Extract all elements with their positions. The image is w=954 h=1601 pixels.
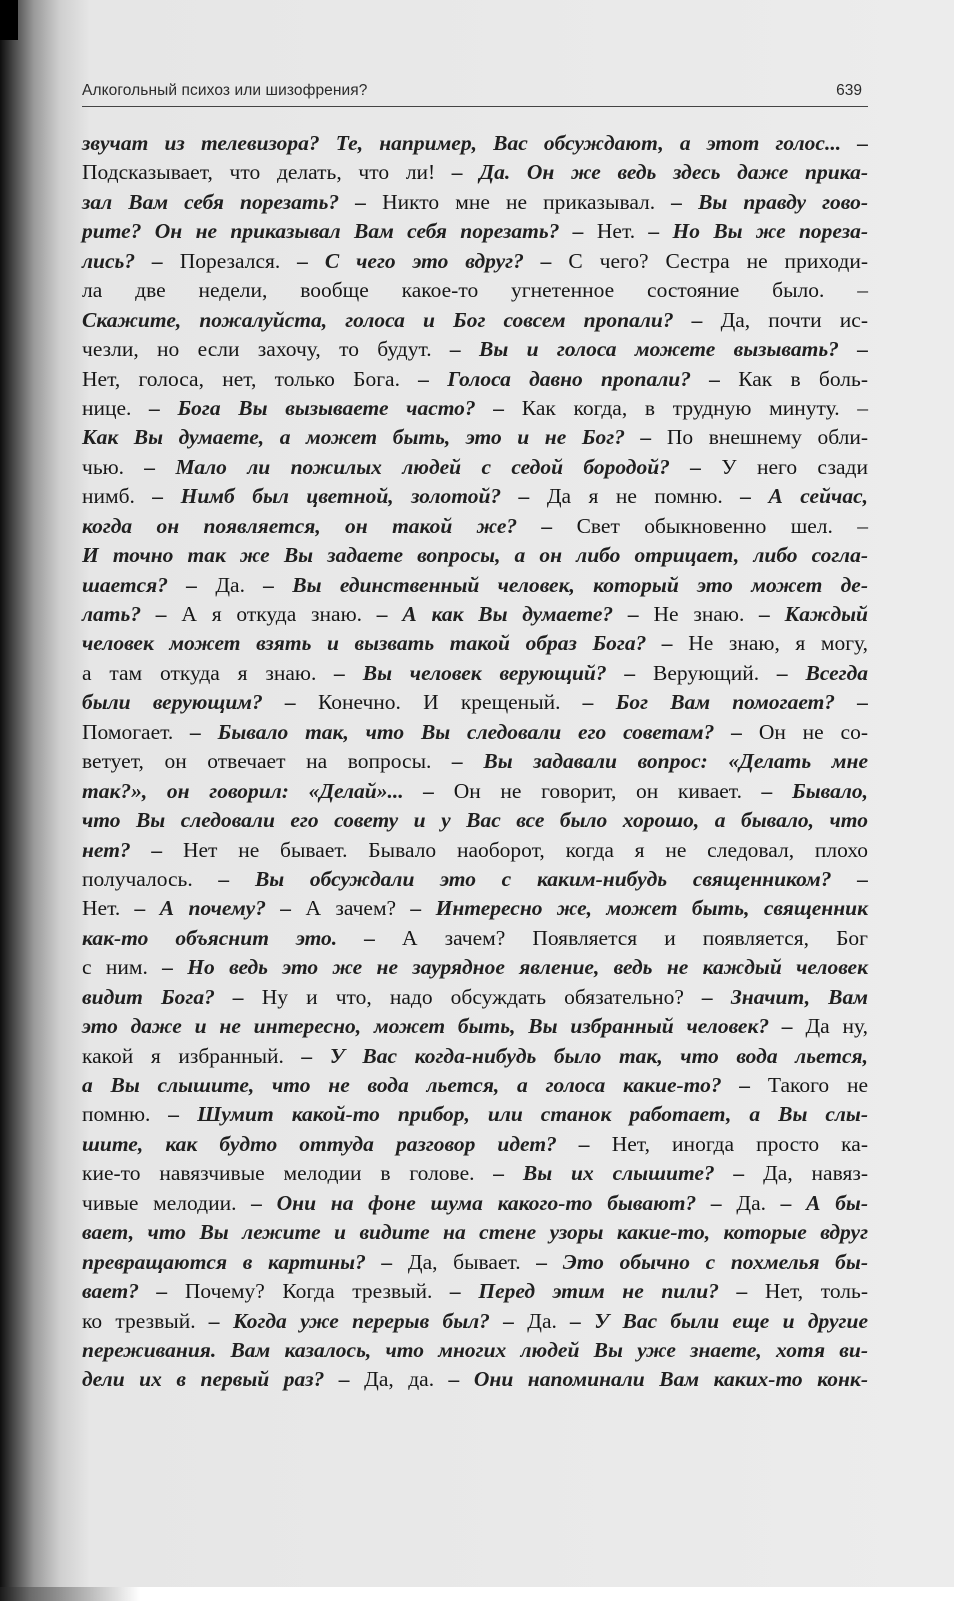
question-text: – Всегда	[776, 660, 868, 685]
question-text: – Вы задавали вопрос: «Делать мне	[452, 749, 869, 774]
question-text: – Значит, Вам	[702, 984, 868, 1009]
answer-text: Да, навяз-	[763, 1161, 869, 1186]
question-text: – Бога Вы вызываете часто? –	[149, 395, 522, 420]
answer-text: какой я избранный.	[82, 1043, 302, 1068]
answer-text: Как в боль-	[738, 366, 868, 391]
answer-text: Порезался.	[179, 248, 298, 273]
answer-text: Да.	[736, 1190, 781, 1215]
question-text: – Но Вы же пореза-	[648, 219, 868, 244]
question-text: – Это обычно с похмелья бы-	[536, 1249, 868, 1274]
answer-text: Ну и что, надо обсуждать обязательно?	[261, 984, 703, 1009]
question-text: были верующим? –	[82, 690, 318, 715]
text-line	[82, 276, 868, 305]
question-text: лись? –	[82, 248, 180, 273]
text-line	[82, 659, 868, 688]
question-text: – Вы и голоса можете вызывать? –	[449, 337, 868, 362]
question-text: превращаются в картины? –	[82, 1249, 408, 1274]
answer-text: чивые мелодии.	[82, 1190, 252, 1215]
question-text: – Вы правду гово-	[671, 189, 868, 214]
answer-text: помню.	[82, 1102, 169, 1127]
question-text: рите? Он не приказывал Вам себя порезать? –	[82, 219, 597, 244]
question-text: – Шумит какой-то прибор, или станок работает, а Вы слы-	[168, 1102, 868, 1127]
question-text: – Интересно же, может быть, священник	[410, 896, 868, 921]
text-line	[82, 1277, 868, 1306]
question-text: вает, что Вы лежите и видите на стене узоры какие-то, которые вдруг	[82, 1220, 868, 1245]
question-text: шается? –	[82, 572, 216, 597]
question-text: – Они на фоне шума какого-то бывают? –	[251, 1190, 737, 1215]
question-text: – Вы их слышите? –	[493, 1161, 764, 1186]
question-text: – А как Вы думаете? –	[376, 602, 654, 626]
answer-text: Нет, голоса, нет, только Бога.	[82, 366, 419, 391]
text-line	[82, 335, 868, 364]
question-text: Скажите, пожалуйста, голоса и Бог совсем пропали? –	[82, 307, 721, 332]
question-text: человек может взять и вызвать такой образ Бога? –	[82, 631, 689, 656]
answer-text: Да, почти ис-	[720, 307, 868, 332]
question-text: дели их в первый раз? –	[82, 1367, 365, 1392]
text-line	[82, 1307, 868, 1336]
question-text: – А сейчас,	[740, 484, 869, 509]
question-text: – Бывало так, что Вы следовали его советам? –	[190, 719, 759, 744]
question-text: – Вы обсуждали это с каким-нибудь священником? –	[218, 866, 869, 891]
text-line	[82, 158, 868, 187]
text-line	[82, 1071, 868, 1100]
text-line	[82, 1100, 868, 1129]
text-line	[82, 836, 868, 865]
question-text: когда он появляется, он такой же? –	[82, 513, 577, 538]
answer-text: а там откуда я знаю.	[82, 660, 335, 685]
answer-text: Он не говорит, он кивает.	[453, 778, 762, 803]
answer-text: А зачем? Появляется и появляется, Бог	[402, 925, 868, 950]
answer-text: чезли, но если захочу, то будут.	[82, 337, 450, 362]
question-text: нет? –	[82, 837, 183, 862]
question-text: – А почему? –	[134, 896, 306, 921]
text-line	[82, 453, 868, 482]
answer-text: А я откуда знаю.	[181, 602, 377, 626]
answer-text: Нет не бывает. Бывало наоборот, когда я не следовал, плохо	[182, 837, 868, 862]
question-text: так?», он говорил: «Делай»... –	[82, 778, 454, 803]
text-line	[82, 983, 868, 1012]
text-line	[82, 1042, 868, 1071]
question-text: – Мало ли пожилых людей с седой бородой? –	[144, 454, 722, 479]
answer-text: Нет, толь-	[764, 1279, 868, 1304]
answer-text: Такого не	[767, 1073, 868, 1097]
answer-text: Почему? Когда трезвый.	[184, 1279, 451, 1304]
running-title: Алкогольный психоз или шизофрения?	[82, 82, 368, 99]
question-text: что Вы следовали его совету и у Вас все было хорошо, а бывало, что	[82, 808, 868, 833]
answer-text: Не знаю, я могу,	[688, 631, 868, 656]
answer-text: Верующий.	[653, 660, 777, 685]
question-text: переживания. Вам казалось, что многих людей Вы уже знаете, хотя ви-	[82, 1337, 868, 1362]
answer-text: Он не со-	[758, 719, 868, 744]
answer-text: Свет обыкновенно шел. –	[576, 513, 868, 538]
running-header	[82, 78, 868, 106]
text-line	[82, 247, 868, 276]
answer-text: У него сзади	[721, 454, 868, 479]
text-line	[82, 1189, 868, 1218]
text-line	[82, 688, 868, 717]
text-line	[82, 423, 868, 452]
answer-text: с ним.	[82, 955, 163, 980]
answer-text: Подсказывает, что делать, что ли!	[82, 160, 452, 185]
text-line	[82, 1248, 868, 1277]
question-text: шите, как будто оттуда разговор идет? –	[82, 1131, 612, 1156]
answer-text: нимб.	[82, 484, 153, 509]
header-rule	[82, 106, 868, 107]
question-text: – Но ведь это же не заурядное явление, ведь не каждый человек	[162, 955, 868, 980]
question-text: – С чего это вдруг? –	[297, 248, 569, 273]
answer-text: А зачем?	[305, 896, 411, 921]
text-line	[82, 1336, 868, 1365]
text-line	[82, 865, 868, 894]
question-text: зал Вам себя порезать? –	[82, 189, 383, 214]
question-text: звучат из телевизора? Те, например, Вас обсуждают, а этот голос... –	[82, 131, 868, 155]
answer-text: получалось.	[82, 866, 219, 891]
page-bottom-edge	[0, 1587, 954, 1601]
question-text: – Бывало,	[761, 778, 868, 803]
text-line	[82, 1130, 868, 1159]
text-line	[82, 718, 868, 747]
question-text: – Они напоминали Вам каких-то конк-	[448, 1367, 868, 1392]
question-text: – А бы-	[780, 1190, 869, 1215]
question-text: – Бог Вам помогает? –	[582, 690, 869, 715]
body-text	[82, 129, 868, 1395]
answer-text: Нет.	[596, 219, 649, 244]
answer-text: чью.	[82, 454, 145, 479]
text-line	[82, 129, 868, 158]
text-line	[82, 541, 868, 570]
text-line	[82, 365, 868, 394]
answer-text: Да.	[527, 1308, 571, 1333]
answer-text: Конечно. И крещеный.	[317, 690, 583, 715]
question-text: – Голоса давно пропали? –	[418, 366, 739, 391]
question-text: а Вы слышите, что не вода льется, а голоса какие-то? –	[82, 1073, 768, 1097]
text-line	[82, 306, 868, 335]
answer-text: ветует, он отвечает на вопросы.	[82, 749, 453, 774]
answer-text: Нет, иногда просто ка-	[611, 1131, 868, 1156]
question-text: – У Вас когда-нибудь было так, что вода льется,	[301, 1043, 869, 1068]
text-line	[82, 1218, 868, 1247]
answer-text: ла две недели, вообще какое-то угнетенное состояние было. –	[82, 278, 868, 303]
question-text: И точно так же Вы задаете вопросы, а он либо отрицает, либо согла-	[82, 543, 868, 568]
text-line	[82, 1159, 868, 1188]
text-line	[82, 482, 868, 511]
question-text: лать? –	[82, 602, 182, 626]
text-line	[82, 394, 868, 423]
text-line	[82, 1012, 868, 1041]
text-line	[82, 806, 868, 835]
page-number: 639	[836, 82, 862, 99]
text-line	[82, 571, 868, 600]
text-line	[82, 747, 868, 776]
question-text: – У Вас были еще и другие	[570, 1308, 868, 1333]
answer-text: ко трезвый.	[82, 1308, 209, 1333]
question-text: – Вы единственный человек, который это может де-	[263, 572, 868, 597]
answer-text: Нет.	[82, 896, 135, 921]
answer-text: Не знаю.	[653, 602, 760, 626]
question-text: Как Вы думаете, а может быть, это и не Бог? –	[82, 425, 667, 450]
question-text: видит Бога? –	[82, 984, 262, 1009]
question-text: это даже и не интересно, может быть, Вы избранный человек? –	[82, 1014, 806, 1039]
text-line	[82, 777, 868, 806]
text-line	[82, 217, 868, 246]
text-line	[82, 512, 868, 541]
answer-text: Да ну,	[805, 1014, 869, 1039]
answer-text: нице.	[82, 395, 150, 420]
question-text: как-то объяснит это. –	[82, 925, 403, 950]
question-text: – Вы человек верующий? –	[334, 660, 654, 685]
answer-text: Да я не помню.	[546, 484, 741, 509]
answer-text: Помогает.	[82, 719, 191, 744]
text-line	[82, 600, 868, 629]
text-line	[82, 924, 868, 953]
question-text: – Каждый	[759, 602, 868, 626]
question-text: – Перед этим не пили? –	[450, 1279, 765, 1304]
answer-text: Да.	[215, 572, 264, 597]
text-line	[82, 953, 868, 982]
answer-text: Как когда, в трудную минуту. –	[521, 395, 869, 420]
text-line	[82, 629, 868, 658]
answer-text: кие-то навязчивые мелодии в голове.	[82, 1161, 494, 1186]
question-text: вает? –	[82, 1279, 185, 1304]
text-line	[82, 894, 868, 923]
answer-text: Да, да.	[364, 1367, 449, 1392]
answer-text: Да, бывает.	[407, 1249, 537, 1274]
text-line	[82, 1365, 868, 1394]
question-text: – Да. Он же ведь здесь даже прика-	[451, 160, 868, 185]
text-line	[82, 188, 868, 217]
answer-text: С чего? Сестра не приходи-	[568, 248, 868, 273]
answer-text: По внешнему обли-	[666, 425, 868, 450]
binding-shadow	[0, 0, 18, 40]
question-text: – Когда уже перерыв был? –	[208, 1308, 528, 1333]
answer-text: Никто мне не приказывал.	[382, 189, 672, 214]
question-text: – Нимб был цветной, золотой? –	[152, 484, 547, 509]
